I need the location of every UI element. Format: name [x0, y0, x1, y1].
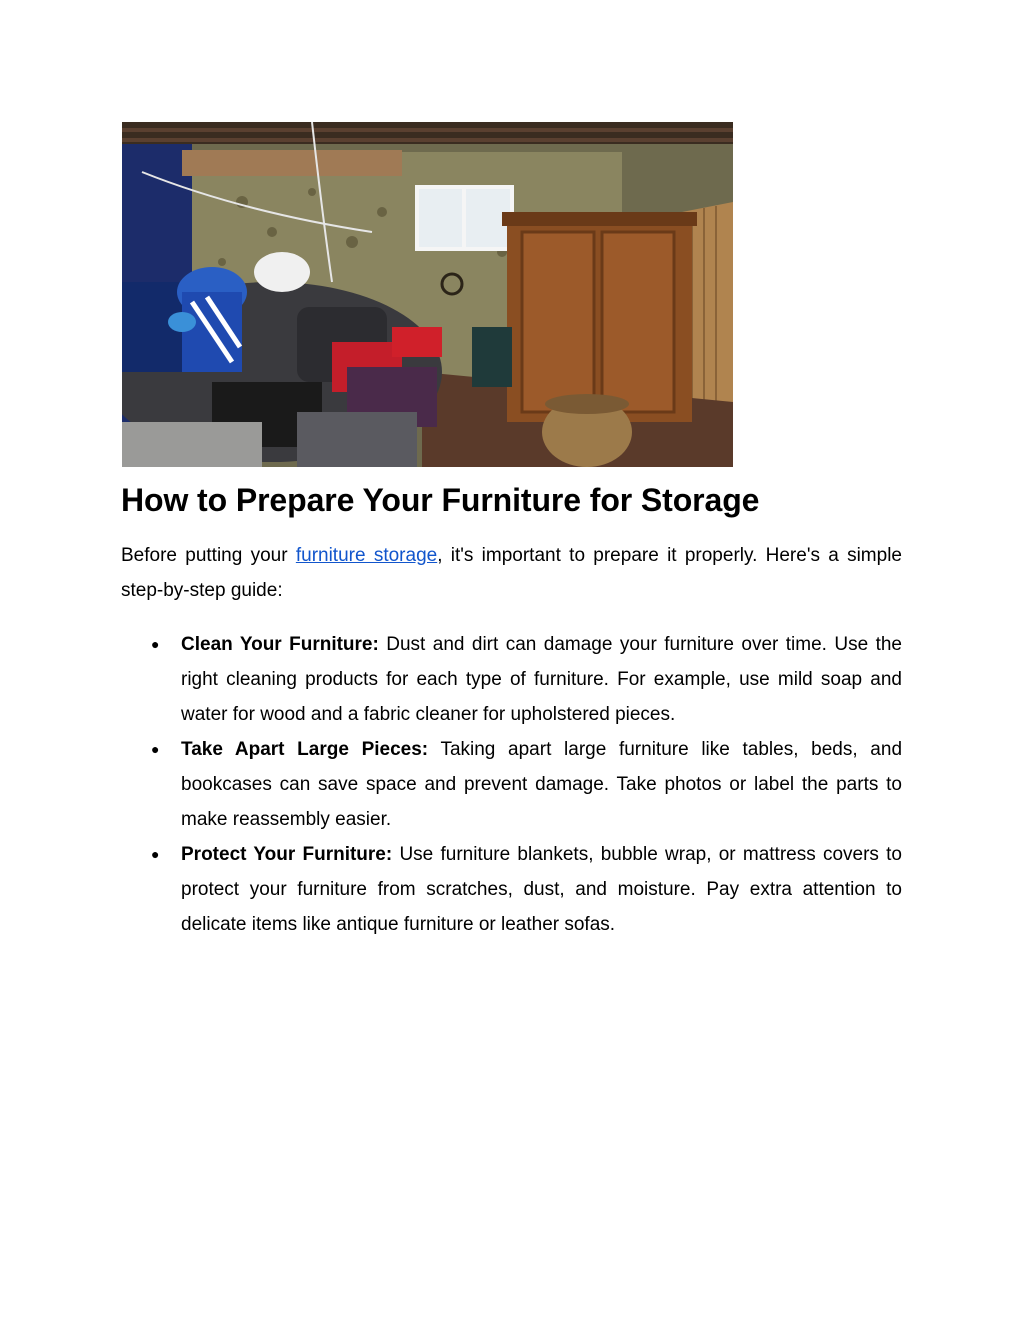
page-title: How to Prepare Your Furniture for Storage: [121, 482, 760, 518]
step-item-clean: [121, 627, 902, 732]
intro-text-after: , it's important to prepare it properly. Here's a simple step-by-step guide:: [121, 545, 902, 601]
bullet-icon: ●: [151, 636, 160, 652]
furniture-storage-link[interactable]: furniture storage: [295, 545, 438, 566]
step-heading: Protect Your Furniture:: [181, 844, 393, 865]
bullet-icon: ●: [151, 846, 160, 862]
step-text: Taking apart large furniture like tables, beds, and bookcases can save space and prevent damage. Take photos or label the parts to make reassembly easier.: [181, 739, 903, 830]
basement-storage-photo: [122, 122, 733, 467]
intro-paragraph: [121, 538, 902, 608]
step-heading: Take Apart Large Pieces:: [181, 739, 429, 760]
intro-text-before: Before putting your: [121, 545, 296, 566]
bullet-icon: ●: [151, 741, 160, 757]
step-text: Dust and dirt can damage your furniture over time. Use the right cleaning products for each type of furniture. For example, use mild soap and water for wood and a fabric cleaner for upholstered pieces.: [181, 634, 902, 725]
step-item-protect: [121, 837, 902, 942]
step-item-take-apart: [121, 732, 902, 837]
step-heading: Clean Your Furniture:: [181, 634, 379, 655]
steps-list: [121, 627, 902, 942]
step-text: Use furniture blankets, bubble wrap, or mattress covers to protect your furniture from scratches, dust, and moisture. Pay extra attention to delicate items like antique furniture or leather sofas.: [181, 844, 903, 935]
photo-illustration: [122, 122, 733, 467]
